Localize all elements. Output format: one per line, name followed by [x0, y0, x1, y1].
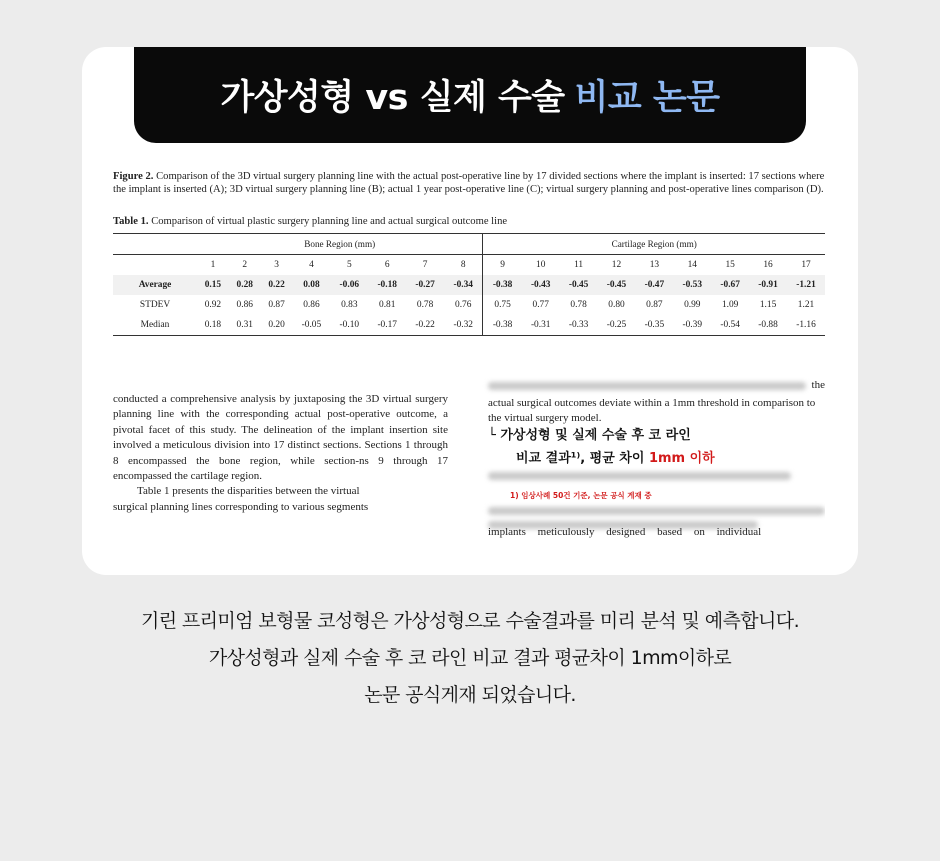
body-text-left — [113, 392, 448, 515]
table-cell: -0.18 — [368, 275, 406, 295]
table-column-header: 15 — [711, 255, 749, 276]
table-column-header: 13 — [635, 255, 673, 276]
table-cell: -1.16 — [787, 315, 825, 336]
table-cell: -0.91 — [749, 275, 787, 295]
figure-caption — [113, 170, 825, 196]
table-row — [113, 295, 825, 315]
left-para-3: surgical planning lines corresponding to various segments — [113, 500, 369, 513]
table-cell: -0.10 — [330, 315, 368, 336]
table-cell: 0.87 — [268, 300, 285, 310]
table-cell: 0.18 — [197, 315, 229, 336]
table-cell: -0.22 — [406, 315, 444, 336]
table-column-header: 2 — [229, 255, 261, 276]
table-cell: 0.92 — [204, 300, 222, 310]
table-cell: 0.75 — [483, 295, 522, 315]
table-column-header: 10 — [522, 255, 560, 276]
table-cell: 1.09 — [721, 300, 739, 310]
table-cell: -0.05 — [292, 315, 330, 336]
right-line-2: actual surgical outcomes deviate within a 1mm threshold in comparison to the virtual surgery model. — [488, 397, 816, 425]
table-caption — [113, 216, 825, 227]
banner-title: 가상성형 vs 실제 수술 — [220, 78, 565, 118]
table-cell: -0.39 — [673, 315, 711, 336]
results-table — [113, 233, 825, 336]
table-column-header: 16 — [749, 255, 787, 276]
annotation-footnote: 1) 임상사례 50건 기준, 논문 공식 게재 중 — [510, 491, 652, 500]
table-row-label: Median — [113, 315, 197, 336]
right-line-1: the — [811, 379, 825, 392]
table-cell: -0.43 — [522, 275, 560, 295]
table-cell: -0.17 — [368, 315, 406, 336]
table-cell: 0.80 — [608, 300, 625, 310]
table-cell: -0.53 — [673, 275, 711, 295]
table-cell: -0.33 — [560, 315, 598, 336]
description-line-2: 가상성형과 실제 수술 후 코 라인 비교 결과 평균차이 1mm이하로 — [208, 647, 732, 669]
table-caption-text: Comparison of virtual plastic surgery planning line and actual surgical outcome line — [151, 216, 508, 227]
table-cell: 0.78 — [570, 300, 587, 310]
table-cell: 1.15 — [759, 300, 777, 310]
blurred-text — [488, 472, 791, 480]
paper-excerpt — [113, 170, 825, 540]
table-cell: 0.15 — [197, 275, 229, 295]
table-cell: 1.21 — [797, 300, 815, 310]
table-corner-cell — [113, 255, 197, 276]
table-cell: 0.86 — [236, 300, 253, 310]
table-cell: -0.25 — [598, 315, 636, 336]
description-line-3: 논문 공식게재 되었습니다. — [364, 684, 576, 706]
table-cell: 0.77 — [532, 300, 549, 310]
blurred-text — [488, 507, 825, 515]
table-cell: 0.08 — [292, 275, 330, 295]
description-text — [0, 603, 940, 714]
table-column-header: 14 — [673, 255, 711, 276]
table-cell: -0.67 — [711, 275, 749, 295]
table-cell: -0.54 — [711, 315, 749, 336]
table-row — [113, 315, 825, 336]
table-cell: -0.34 — [444, 275, 483, 295]
table-column-header: 17 — [787, 255, 825, 276]
table-cell: 0.76 — [455, 300, 472, 310]
table-cell: -0.31 — [522, 315, 560, 336]
table-cell: 0.86 — [303, 300, 320, 310]
table-cell: -0.88 — [749, 315, 787, 336]
blurred-text — [488, 382, 806, 390]
table-cell: -0.27 — [406, 275, 444, 295]
table-region-row — [113, 234, 825, 255]
table-cell: 0.28 — [229, 275, 261, 295]
table-cell: -1.21 — [787, 275, 825, 295]
bone-region-header: Bone Region (mm) — [197, 234, 483, 255]
korean-annotation — [488, 424, 825, 535]
table-cell: 0.87 — [646, 300, 663, 310]
table-column-header: 11 — [560, 255, 598, 276]
table-column-header: 8 — [444, 255, 483, 276]
table-row — [113, 275, 825, 295]
annotation-line-2-text: 비교 결과¹⁾, 평균 차이 — [516, 451, 649, 466]
table-cell: -0.45 — [598, 275, 636, 295]
left-para-2: Table 1 presents the disparities between the virtual — [137, 485, 360, 498]
table-column-header: 3 — [261, 255, 293, 276]
table-cell: 0.22 — [261, 275, 293, 295]
banner-title-highlight: 비교 논문 — [574, 78, 720, 118]
table-column-header: 4 — [292, 255, 330, 276]
table-column-header: 1 — [197, 255, 229, 276]
cartilage-region-header: Cartilage Region (mm) — [483, 234, 825, 255]
table-column-header: 6 — [368, 255, 406, 276]
annotation-highlight: 1mm 이하 — [648, 451, 715, 466]
annotation-line-2 — [488, 447, 825, 466]
figure-caption-text: Comparison of the 3D virtual surgery planning line with the actual post-operative line by 17 divided sections where the implant is inserted: 17 sections where the implant is inserted (A); 3D virtual surgery planning line (B); actual 1 year post-operative line (C); virtual surgery planning and post-operative lines comparison (D). — [113, 171, 825, 195]
table-cell: -0.06 — [330, 275, 368, 295]
annotation-line-1: └ 가상성형 및 실제 수술 후 코 라인 — [488, 428, 691, 443]
table-label: Table 1. — [113, 216, 149, 227]
title-banner — [134, 47, 806, 143]
right-line-bottom: implants meticulously designed based on individual — [488, 526, 762, 538]
body-text-right — [488, 376, 825, 427]
table-cell: 0.31 — [229, 315, 261, 336]
table-cell: 0.20 — [261, 315, 293, 336]
table-column-header: 9 — [483, 255, 522, 276]
table-cell: 0.78 — [416, 300, 434, 310]
table-column-header: 7 — [406, 255, 444, 276]
left-para-1: conducted a comprehensive analysis by juxtaposing the 3D virtual surgery planning line with the corresponding actual post-operative outcome, a pivotal facet of this study. The delineation of the implant insertion site involved a meticulous division into 17 distinct sections. Sections 1 through 8 encompassed the bone region, while section-ns 9 through 17 encompassed the cartilage region. — [113, 393, 448, 483]
table-header-row — [113, 255, 825, 276]
table-cell: 0.99 — [684, 300, 701, 310]
table-cell: -0.38 — [483, 315, 522, 336]
table-cell: -0.38 — [483, 275, 522, 295]
table-column-header: 5 — [330, 255, 368, 276]
description-line-1: 기린 프리미엄 보형물 코성형은 가상성형으로 수술결과를 미리 분석 및 예측합니다. — [140, 610, 800, 632]
table-column-header: 12 — [598, 255, 636, 276]
table-row-label: Average — [113, 275, 197, 295]
figure-label: Figure 2. — [113, 171, 154, 182]
table-cell: 0.81 — [379, 300, 396, 310]
table-corner-cell — [113, 234, 197, 255]
table-cell: 0.83 — [341, 300, 358, 310]
table-cell: -0.47 — [635, 275, 673, 295]
table-row-label: STDEV — [139, 300, 171, 310]
table-cell: -0.45 — [560, 275, 598, 295]
table-cell: -0.35 — [635, 315, 673, 336]
table-cell: -0.32 — [444, 315, 483, 336]
